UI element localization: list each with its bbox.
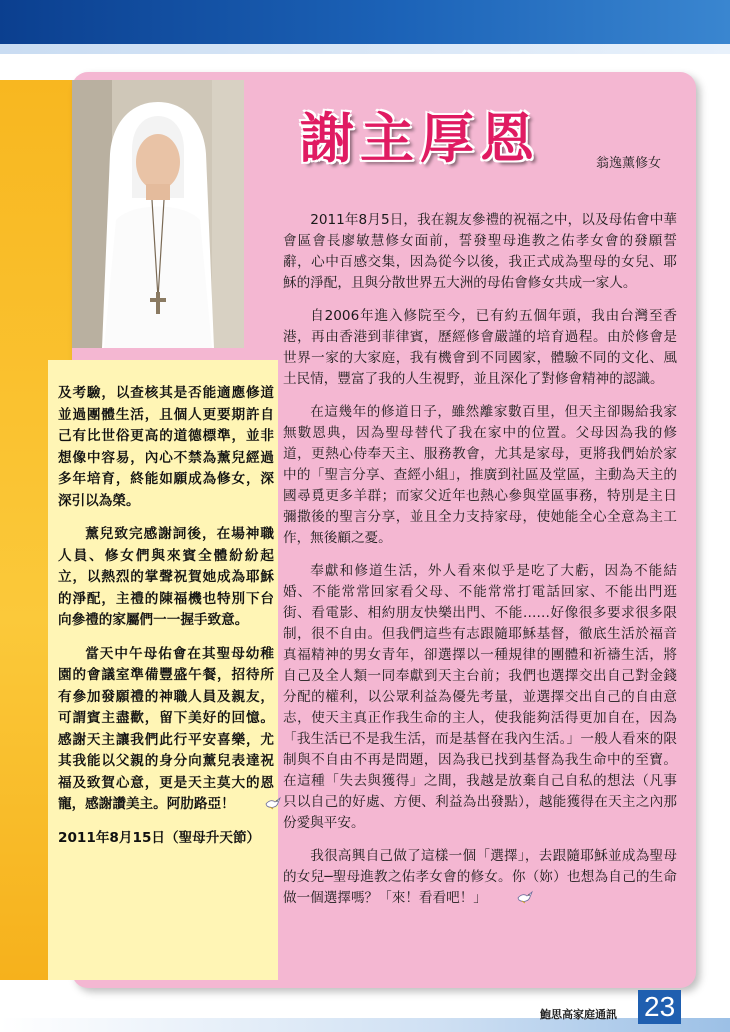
nun-portrait-photo (72, 80, 244, 348)
article-paragraph: 自2006年進入修院至今，已有約五個年頭，我由台灣至香港，再由香港到菲律賓，歷經修會嚴謹的培育過程。由於修會是世界一家的大家庭，我有機會到不同國家，體驗不同的文化、風土民情，豐富了我的人生視野，並且深化了對修會精神的認識。 (283, 308, 677, 387)
sidebar-paragraph-last (58, 644, 274, 816)
article-paragraph: 2011年8月5日，我在親友參禮的祝福之中，以及母佑會中華會區會長廖敏慧修女面前，誓發聖母進教之佑孝女會的發願誓辭，心中百感交集，因為從今以後，我正式成為聖母的女兒、耶穌的淨配，且與分散世界五大洲的母佑會修女共成一家人。 (283, 212, 677, 291)
article-title: 謝主厚恩 (300, 106, 540, 170)
article-paragraph: 奉獻和修道生活，外人看來似乎是吃了大虧，因為不能結婚、不能常常回家看父母、不能常常打電話回家、不能出門逛街、看電影、相約朋友快樂出門、不能……好像很多要求很多限制，很不自由。但我們這些有志跟隨耶穌基督，徹底生活於福音真福精神的男女青年，卻選擇以一種規律的團體和祈禱生活，將自己及全人類一同奉獻到天主台前；我們也選擇交出自己對金錢分配的權利，以公眾利益為優先考量，並選擇交出自己的自由意志，使天主真正作我生命的主人，使我能夠活得更加自在，因為「我生活已不是我生活，而是基督在我內生活。」一般人看來的限制與不自由不再是問題，因為我已找到基督為我生命中的至寶。在這種「失去與獲得」之間，我越是放棄自己自私的想法（凡事只以自己的好處、方便、利益為出發點），越能獲得在天主之內那份愛與平安。 (283, 563, 677, 831)
dove-icon (238, 796, 254, 810)
article-paragraph-text: 我很高興自己做了這樣一個「選擇」，去跟隨耶穌並成為聖母的女兒─聖母進教之佑孝女會的修女。你（妳）也想為自己的生命做一個選擇嗎？「來！看看吧！」 (283, 848, 677, 906)
dove-icon (490, 890, 506, 904)
header-band-light (0, 44, 730, 54)
sidebar-paragraph: 及考驗，以查核其是否能適應修道並過團體生活，且個人更要期許自己有比世俗更高的道德標準，並非想像中容易，內心不禁為薰兒經過多年培育，終能如願成為修女，深深引以為榮。 (58, 385, 274, 509)
page-number: 23 (638, 990, 681, 1024)
sidebar-date-line: 2011年8月15日（聖母升天節） (58, 829, 261, 846)
sidebar-text (58, 383, 274, 849)
article-paragraph-last (283, 846, 677, 909)
header-band (0, 0, 730, 44)
sidebar-paragraph-text: 當天中午母佑會在其聖母幼稚園的會議室準備豐盛午餐，招待所有參加發願禮的神職人員及親友，可謂賓主盡歡，留下美好的回憶。感謝天主讓我們此行平安喜樂，尤其我能以父親的身分向薰兒表達祝福及致賀心意，更是天主莫大的恩寵，感謝讚美主。阿肋路亞！ (58, 645, 274, 812)
author-name: 翁逸薰修女 (596, 156, 662, 171)
article-body (283, 210, 677, 921)
footer-bar (0, 1018, 730, 1032)
article-paragraph: 在這幾年的修道日子，雖然離家數百里，但天主卻賜給我家無數恩典，因為聖母替代了我在家中的位置。父母因為我的修道，更熱心侍奉天主、服務教會，尤其是家母，更將我們始於家中的「聖言分享、查經小組」，推廣到社區及堂區，主動為天主的國尋覓更多羊群；而家父近年也熱心參與堂區事務，特別是主日彌撒後的聖言分享，並且全力支持家母，使她能全心全意為主工作，無後顧之憂。 (283, 404, 677, 546)
publication-name: 鮑思高家庭通訊 (540, 1008, 617, 1021)
sidebar-paragraph: 薰兒致完感謝詞後，在場神職人員、修女們與來賓全體紛紛起立，以熱烈的掌聲祝賀她成為耶穌的淨配，主禮的陳福機也特別下台向參禮的家屬們一一握手致意。 (58, 526, 274, 628)
